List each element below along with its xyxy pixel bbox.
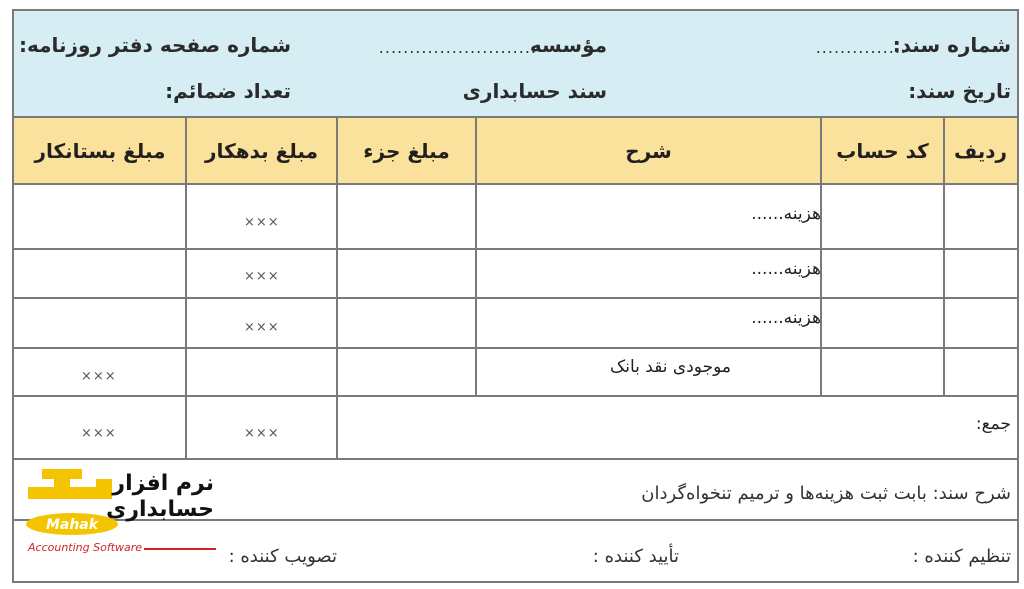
mahak-logo [24,469,224,559]
column-header-debit: مبلغ بدهکار [186,118,337,183]
column-divider [185,118,187,458]
column-header-credit: مبلغ بستانکار [14,118,186,183]
column-header-description: شرح [476,118,821,183]
column-divider [475,118,477,395]
doc-number-label: شماره سند: [892,33,1011,57]
doc-number-field: ............... [815,38,907,57]
debit-amount: ××× [244,269,280,284]
journal-page-label: شماره صفحه دفتر روزنامه: [18,33,291,57]
column-divider [820,118,822,395]
prepared-by-label: تنظیم کننده : [912,546,1011,567]
debit-amount: ××× [244,215,280,230]
total-label: جمع: [975,414,1011,434]
logo-accounting-label: حسابداری [106,497,214,522]
document-header [14,11,1017,118]
document-title: سند حسابداری [462,79,607,103]
debit-amount: ××× [244,320,280,335]
row-description: هزینه...... [751,259,821,279]
doc-date-label: تاریخ سند: [908,79,1011,103]
confirmed-by-label: تأیید کننده : [592,546,679,567]
row-divider [14,347,1017,349]
column-divider [336,118,338,458]
column-header-account-code: کد حساب [821,118,944,183]
attachments-label: تعداد ضمائم: [165,79,291,103]
column-header-row: ردیف [944,118,1017,183]
column-header-partial-amount: مبلغ جزء [337,118,476,183]
column-divider [943,118,945,395]
logo-software-label: نرم افزار [112,471,214,496]
mahak-brand-text: Mahak [45,517,99,533]
row-divider [14,297,1017,299]
row-divider [14,248,1017,250]
institute-label: مؤسسه [529,33,607,57]
logo-tagline: Accounting Software [28,541,143,554]
row-divider [14,395,1017,397]
row-divider [14,458,1017,460]
approved-by-label: تصویب کننده : [228,546,337,567]
row-divider [14,183,1017,185]
credit-amount: ××× [81,369,117,384]
document-description: شرح سند: بابت ثبت هزینه‌ها و ترمیم تنخواه‌گردان [641,483,1011,504]
total-debit: ××× [244,426,280,441]
accounting-document [12,9,1019,583]
row-description: هزینه...... [751,204,821,224]
journal-table [14,118,1017,460]
total-credit: ××× [81,426,117,441]
row-description: موجودی نقد بانک [610,357,731,377]
institute-field: .......................... [378,38,537,57]
row-description: هزینه...... [751,308,821,328]
